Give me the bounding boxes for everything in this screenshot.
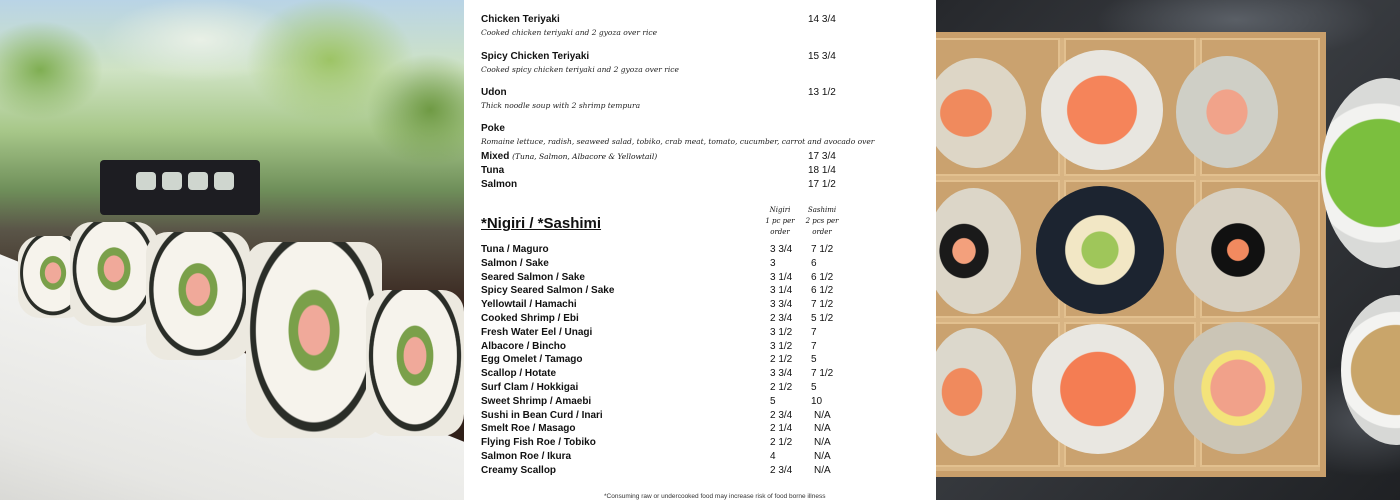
nigiri-sashimi-title: *Nigiri / *Sashimi	[481, 215, 602, 232]
sushi-roll-piece	[146, 232, 250, 360]
menu-item-price: 15 3/4	[808, 51, 836, 62]
menu-item-name: Spicy Chicken Teriyaki	[481, 51, 590, 62]
menu-item-desc: Cooked chicken teriyaki and 2 gyoza over rice	[481, 28, 658, 37]
background-chair	[100, 160, 260, 215]
nigiri-price: 2 3/4	[770, 409, 793, 421]
nigiri-price: 2 3/4	[770, 464, 793, 476]
menu-item-price: 14 3/4	[808, 14, 836, 25]
nigiri-price: 3 1/2	[770, 340, 793, 352]
sushi-item-name: Creamy Scallop	[481, 464, 557, 476]
sushi-item-name: Yellowtail / Hamachi	[481, 299, 577, 311]
sashimi-dish	[1041, 50, 1163, 170]
sushi-roll-piece	[70, 222, 158, 326]
ginger-wasabi-dish	[1036, 186, 1164, 314]
nigiri-price: 3	[770, 257, 776, 269]
sashimi-price: 7	[811, 326, 817, 338]
sashimi-price: 7 1/2	[811, 368, 834, 380]
bento-box-photo	[936, 0, 1400, 500]
poke-option-price: 17 3/4	[808, 151, 836, 162]
sashimi-price: 5	[811, 354, 817, 366]
sashimi-price: 6 1/2	[811, 285, 834, 297]
sushi-item-name: Seared Salmon / Sake	[481, 271, 585, 283]
sashimi-price: 7 1/2	[811, 299, 834, 311]
sushi-item-name: Flying Fish Roe / Tobiko	[481, 437, 596, 449]
sushi-item-name: Fresh Water Eel / Unagi	[481, 326, 593, 338]
sashimi-price: N/A	[814, 451, 831, 462]
sushi-item-name: Salmon / Sake	[481, 257, 549, 269]
sashimi-column-header: Sashimi 2 pcs per order	[805, 206, 839, 236]
menu-item-price: 13 1/2	[808, 87, 836, 98]
nigiri-price: 5	[770, 395, 776, 407]
seared-salmon-dish	[1176, 56, 1278, 168]
cropped-text-line	[504, 0, 704, 2]
sashimi-price: N/A	[814, 409, 831, 421]
sashimi-price: 5	[811, 382, 817, 393]
sushi-roll-piece	[246, 242, 382, 438]
nigiri-price: 2 1/2	[770, 354, 793, 366]
menu-item-desc: Thick noodle soup with 2 shrimp tempura	[481, 101, 641, 110]
nigiri-price: 2 1/2	[770, 382, 793, 393]
sushi-item-name: Sushi in Bean Curd / Inari	[481, 409, 603, 421]
sushi-item-name: Tuna / Maguro	[481, 244, 549, 255]
poke-option-name: Salmon	[481, 179, 518, 190]
poke-desc: Romaine lettuce, radish, seaweed salad, tobiko, crab meat, tomato, cucumber, carrot and avocado over	[481, 137, 875, 146]
sushi-item-name: Egg Omelet / Tamago	[481, 354, 583, 366]
nigiri-price: 2 3/4	[770, 313, 793, 324]
sushi-item-name: Spicy Seared Salmon / Sake	[481, 285, 615, 297]
menu-item-desc: Cooked spicy chicken teriyaki and 2 gyoza over rice	[481, 65, 679, 74]
sushi-roll-piece	[366, 290, 464, 436]
menu-page	[464, 0, 936, 500]
sushi-item-name: Cooked Shrimp / Ebi	[481, 313, 579, 324]
sushi-item-name: Scallop / Hotate	[481, 368, 557, 380]
poke-option-note: (Tuna, Salmon, Albacore & Yellowtail)	[512, 152, 658, 161]
sashimi-price: 5 1/2	[811, 313, 834, 324]
nigiri-price: 2 1/2	[770, 437, 793, 449]
nigiri-price: 3 1/4	[770, 271, 793, 283]
poke-option-name: Tuna	[481, 165, 505, 176]
raw-food-footnote: *Consuming raw or undercooked food may increase risk of food borne illness	[604, 493, 826, 500]
sushi-item-name: Salmon Roe / Ikura	[481, 451, 572, 462]
menu-item-name: Chicken Teriyaki	[481, 14, 560, 25]
poke-option-price: 17 1/2	[808, 179, 836, 190]
sushi-item-name: Sweet Shrimp / Amaebi	[481, 395, 592, 407]
sashimi-price: 7	[811, 340, 817, 352]
poke-option-name: Mixed (Tuna, Salmon, Albacore & Yellowtail)	[481, 151, 658, 162]
nigiri-column-header: Nigiri 1 pc per order	[765, 206, 795, 236]
sashimi-price: 6	[811, 257, 817, 269]
sashimi-dish-bottom	[1032, 324, 1164, 454]
miso-soup-bowl	[1341, 295, 1400, 445]
poke-title: Poke	[481, 123, 505, 134]
sashimi-price: 10	[811, 395, 823, 407]
menu-item-name: Udon	[481, 87, 507, 98]
sashimi-price: N/A	[814, 464, 831, 476]
sashimi-price: N/A	[814, 423, 831, 435]
nigiri-price: 3 3/4	[770, 244, 793, 255]
sushi-roll-photo	[0, 0, 464, 500]
maki-dish-right	[1176, 188, 1300, 312]
sashimi-price: 6 1/2	[811, 271, 834, 283]
sashimi-price: N/A	[814, 437, 831, 449]
poke-option-price: 18 1/4	[808, 165, 836, 176]
nigiri-price: 2 1/4	[770, 423, 793, 435]
nigiri-price: 3 1/4	[770, 285, 793, 297]
nigiri-price: 3 3/4	[770, 368, 793, 380]
nigiri-price: 4	[770, 451, 776, 462]
sushi-item-name: Albacore / Bincho	[481, 340, 567, 352]
nigiri-price: 3 3/4	[770, 299, 793, 311]
seared-salmon-dish-bottom	[1174, 322, 1302, 454]
salad-bowl	[1321, 78, 1400, 268]
sashimi-price: 7 1/2	[811, 244, 834, 255]
sushi-item-name: Smelt Roe / Masago	[481, 423, 576, 435]
nigiri-price: 3 1/2	[770, 326, 793, 338]
sushi-item-name: Surf Clam / Hokkigai	[481, 382, 579, 393]
